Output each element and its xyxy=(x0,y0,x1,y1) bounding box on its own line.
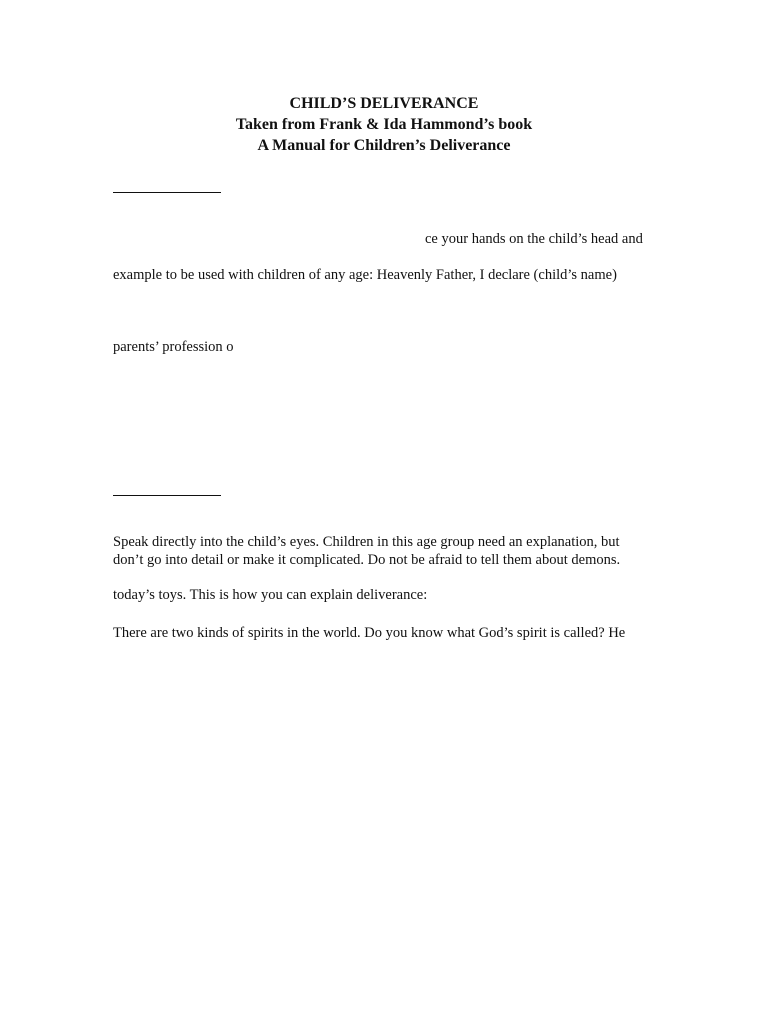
document-subtitle: Taken from Frank & Ida Hammond’s book xyxy=(235,116,533,133)
section2-line4: There are two kinds of spirits in the world. Do you know what God’s spirit is called? He xyxy=(113,625,626,641)
section-divider-1 xyxy=(113,192,221,193)
section-divider-2 xyxy=(113,495,221,496)
section2-line2: don’t go into detail or make it complicated. Do not be afraid to tell them about demons. xyxy=(113,552,621,568)
section1-line1: ce your hands on the child’s head and xyxy=(425,231,643,247)
section2-line1: Speak directly into the child’s eyes. Children in this age group need an explanation, but xyxy=(113,534,620,550)
section1-line3: parents’ profession o xyxy=(113,339,234,355)
book-title: A Manual for Children’s Deliverance xyxy=(257,137,511,154)
section2-line3: today’s toys. This is how you can explain deliverance: xyxy=(113,587,428,603)
section1-line2: example to be used with children of any age: Heavenly Father, I declare (child’s name) xyxy=(113,267,617,283)
document-title: CHILD’S DELIVERANCE xyxy=(289,95,479,112)
